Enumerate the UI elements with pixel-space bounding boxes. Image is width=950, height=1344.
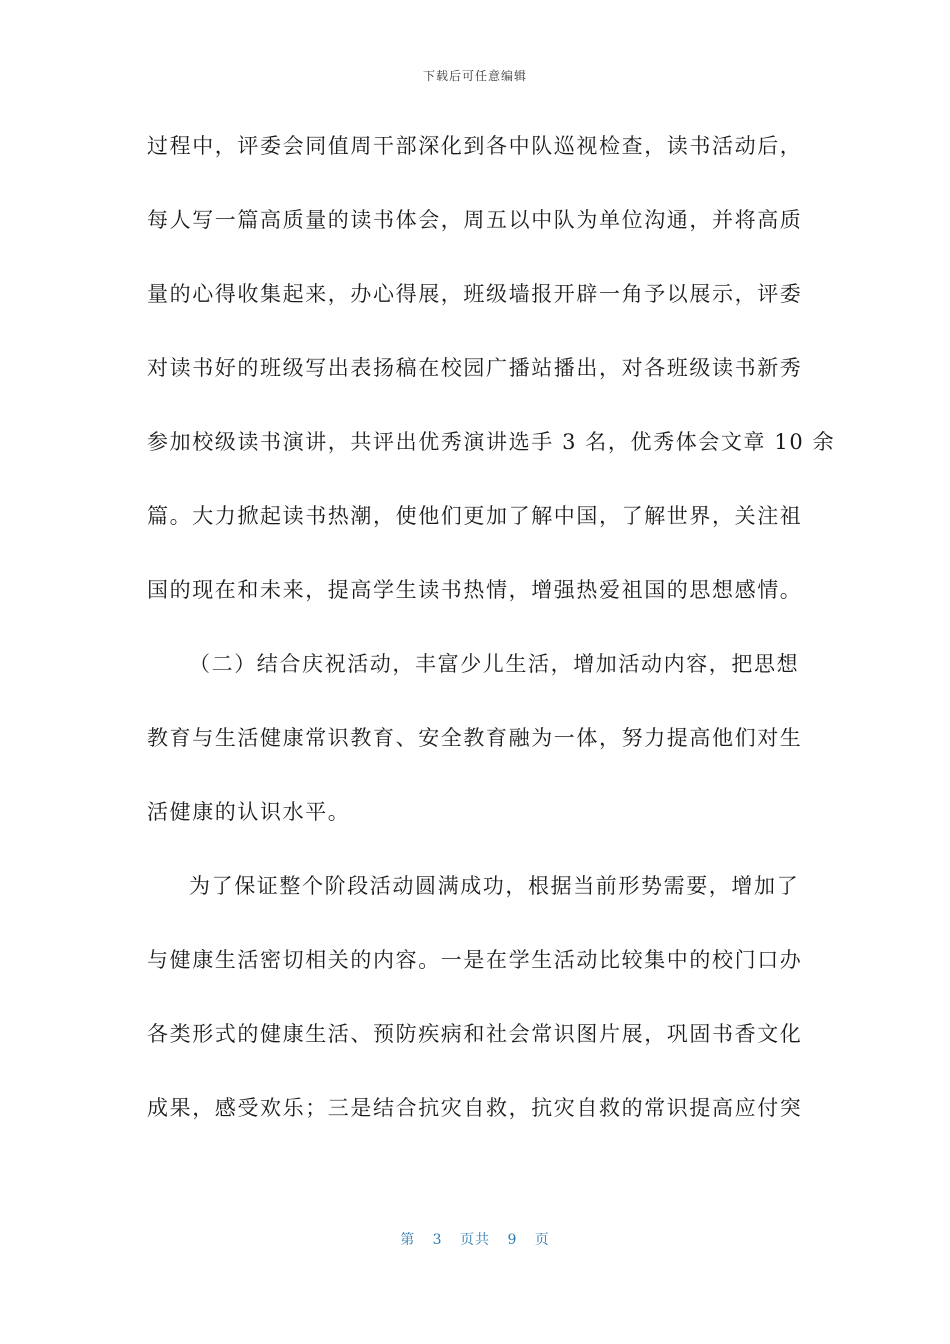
text-line: 与健康生活密切相关的内容。一是在学生活动比较集中的校门口办 [147,948,803,972]
text-line: 篇。大力掀起读书热潮，使他们更加了解中国，了解世界，关注祖 [147,504,803,528]
text-line: 成果，感受欢乐；三是结合抗灾自救，抗灾自救的常识提高应付突 [147,1096,803,1120]
text-line: 量的心得收集起来，办心得展，班级墙报开辟一角予以展示，评委 [147,282,803,306]
text-line: 国的现在和未来，提高学生读书热情，增强热爱祖国的思想感情。 [147,578,803,602]
page-number-footer: 第 3 页共 9 页 [400,1232,550,1248]
text-line: 教育与生活健康常识教育、安全教育融为一体，努力提高他们对生 [147,726,803,750]
paragraph-start-line: （二）结合庆祝活动，丰富少儿生活，增加活动内容，把思想 [189,652,800,676]
paragraph-start-line: 为了保证整个阶段活动圆满成功，根据当前形势需要，增加了 [189,874,800,898]
text-line: 每人写一篇高质量的读书体会，周五以中队为单位沟通，并将高质 [147,208,803,232]
document-body [147,124,836,1160]
header-note: 下载后可任意编辑 [422,69,527,83]
text-line: 活健康的认识水平。 [147,800,351,824]
text-line: 对读书好的班级写出表扬稿在校园广播站播出，对各班级读书新秀 [147,356,803,380]
text-line: 过程中，评委会同值周干部深化到各中队巡视检查，读书活动后， [147,134,803,158]
text-line: 各类形式的健康生活、预防疾病和社会常识图片展，巩固书香文化 [147,1022,803,1046]
text-line: 参加校级读书演讲，共评出优秀演讲选手 3 名，优秀体会文章 10 余 [147,430,836,454]
